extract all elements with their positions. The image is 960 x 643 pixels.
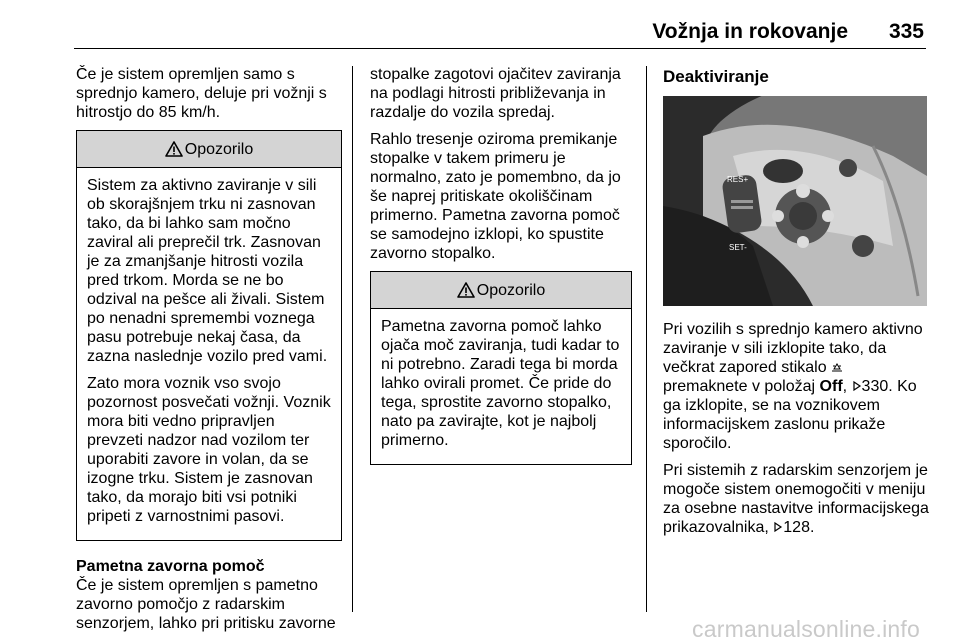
body-paragraph: Če je sistem opremljen s pametno zavorno pomočjo z radarskim senzorjem, lahko pri pritisku zavorne xyxy=(76,577,336,632)
text-run: Pri vozilih s sprednjo kamero aktivno zaviranje v sili izklopite tako, da večkrat zapored stikalo xyxy=(663,321,923,376)
body-paragraph: stopalke zagotovi ojačitev zaviranja na podlagi hitrosti približevanja in razdalje do vozila spredaj. xyxy=(370,66,621,121)
page-reference-arrow-icon xyxy=(773,521,783,533)
section-heading: Deaktiviranje xyxy=(663,67,769,86)
warning-paragraph: Zato mora voznik vso svojo pozornost posvečati vožnji. Voznik mora biti vedno pripravljen prevzeti nadzor nad vozilom ter uporabiti zavore in volan, da se izogne trku. Sistem je zasnovan tako, da morajo biti vsi potniki pripeti z varnostnimi pasovi. xyxy=(87,375,331,525)
warning-box-2 xyxy=(370,271,632,465)
text-run: premaknete v položaj xyxy=(663,378,816,395)
page-reference[interactable]: 128. xyxy=(783,519,815,536)
page-reference[interactable]: 330. Ko ga izklopite, se na voznikovem informacijskem zaslonu prikaže sporočilo. xyxy=(663,378,917,452)
column-divider-1 xyxy=(352,66,353,612)
subheading: Pametna zavorna pomoč xyxy=(76,558,265,575)
warning-title: Opozorilo xyxy=(476,281,546,299)
text-run: Pri sistemih z radarskim senzorjem je mogoče sistem onemogočiti v meniju za osebne nastavitve informacijskega prikazovalnika, xyxy=(663,462,929,536)
warning-paragraph: Sistem za aktivno zaviranje v sili ob skorajšnjem trku ni zasnovan tako, da bi lahko sam močno zaviral ali preprečil trk. Zasnovan je za zmanjšanje hitrosti vozila pred trkom. Morda se ne bo odzival na pešce ali živali. Sistem po nenadni spremembi voznega pasu potrebuje nekaj časa, da zazna naslednje vozilo pred vami. xyxy=(87,177,328,365)
column-1 xyxy=(76,65,344,641)
column-2 xyxy=(370,65,632,479)
warning-triangle-icon xyxy=(165,141,183,157)
res-label: RES+ xyxy=(727,175,749,184)
warning-title: Opozorilo xyxy=(184,140,254,158)
warning-header xyxy=(77,131,341,168)
warning-paragraph: Pametna zavorna pomoč lahko ojača moč zaviranja, tudi kadar to ni potrebno. Zaradi tega bi morda lahko ovirali promet. Če pride do tega, sprostite zavorno stopalko, nato pa zavirajte, kot je najbolj primerno. xyxy=(381,318,620,449)
column-divider-2 xyxy=(646,66,647,612)
follow-distance-switch-icon xyxy=(831,361,843,373)
watermark: carmanualsonline.info xyxy=(692,616,920,642)
header-rule xyxy=(74,48,926,49)
body-paragraph xyxy=(663,320,929,453)
page-header-title: Vožnja in rokovanje xyxy=(652,20,848,43)
warning-box-1 xyxy=(76,130,342,541)
text-run: , xyxy=(842,378,852,395)
page-reference-arrow-icon xyxy=(852,380,862,392)
steering-wheel-controls-illustration xyxy=(663,96,927,306)
page-number: 335 xyxy=(888,20,924,43)
warning-header xyxy=(371,272,631,309)
body-paragraph: Rahlo tresenje oziroma premikanje stopalke v takem primeru je normalno, zato je pomembno, da jo še naprej pritiskate okoliščinam primerno. Pametna zavorna pomoč se samodejno izklopi, ko spustite zavorno stopalko. xyxy=(370,131,621,262)
warning-triangle-icon xyxy=(457,282,475,298)
off-position: Off xyxy=(819,378,843,395)
column-3 xyxy=(663,65,929,545)
body-paragraph xyxy=(663,461,929,537)
intro-paragraph: Če je sistem opremljen samo s sprednjo kamero, deluje pri vožnji s hitrostjo do 85 km/h. xyxy=(76,66,327,121)
set-label: SET- xyxy=(729,243,747,252)
